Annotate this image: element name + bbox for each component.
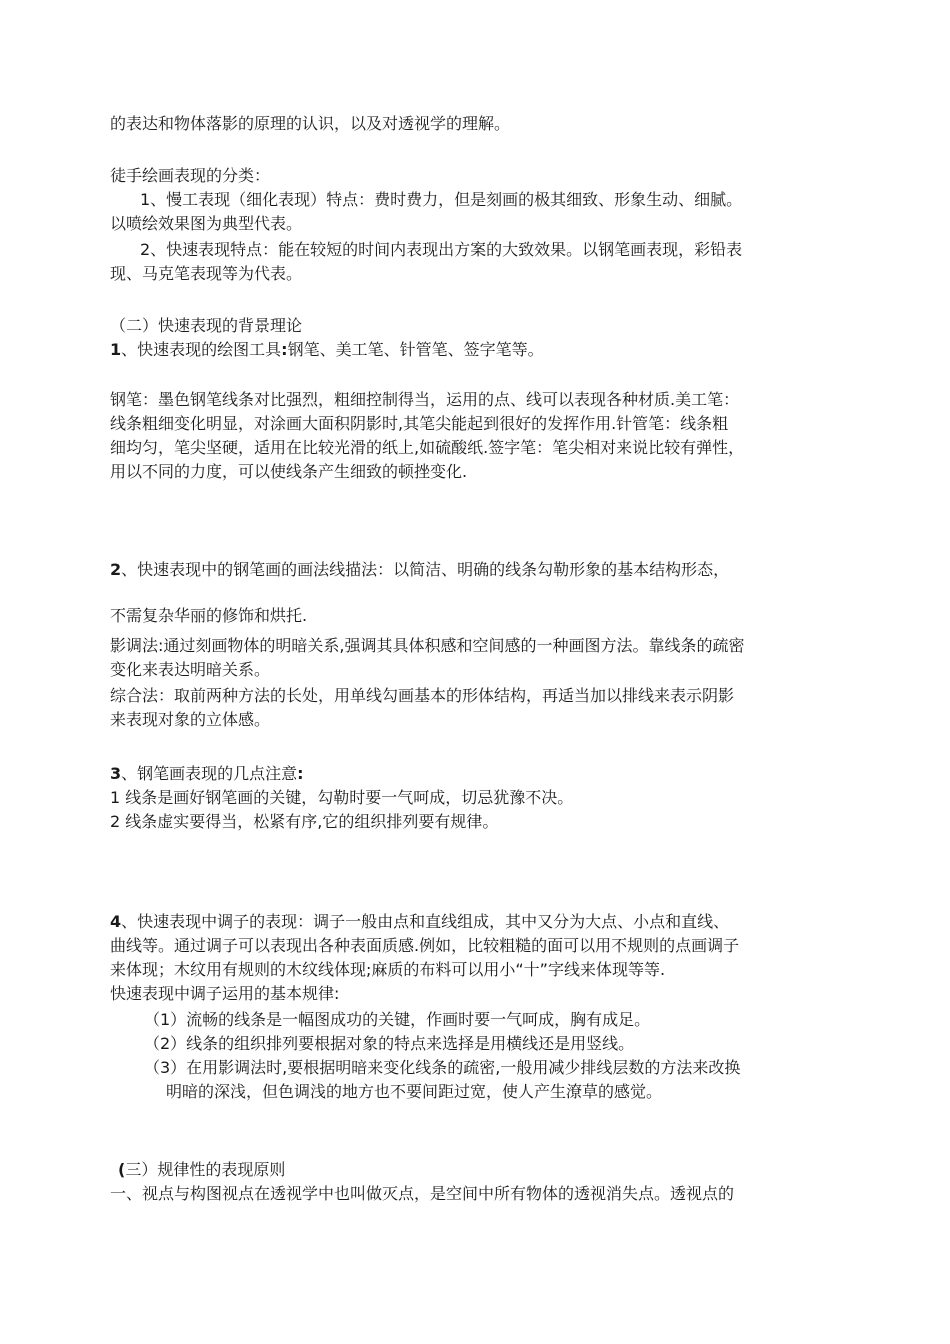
paragraph-line [110,112,855,136]
text-span: 不需复杂华丽的修饰和烘托. [110,606,308,625]
paragraph-line [110,958,855,982]
text-span: 来体现；木纹用有规则的木纹线体现;麻质的布料可以用小“十”字线来体现等等. [110,960,666,979]
heading-number: 2 [110,560,122,579]
text-span: 曲线等。通过调子可以表现出各种表面质感.例如，比较粗糙的面可以用不规则的点画调子 [110,936,740,955]
section-heading-2 [110,314,855,338]
heading-number: 3 [110,764,122,783]
list-item [144,1008,855,1032]
text-span: 细均匀，笔尖坚硬，适用在比较光滑的纸上,如硫酸纸.签字笔：笔尖相对来说比较有弹性， [110,438,745,457]
heading-number: 1 [110,340,122,359]
paragraph-line [110,460,855,484]
text-span: 钢笔、美工笔、针管笔、签字笔等。 [287,340,544,359]
text-span: 、快速表现中的钢笔画的画法线描法：以简洁、明确的线条勾勒形象的基本结构形态， [121,560,730,579]
text-span: 、钢笔画表现的几点注意 [121,764,298,783]
text-span: 明暗的深浅，但色调浅的地方也不要间距过宽，使人产生潦草的感觉。 [166,1082,663,1101]
text-span: 徒手绘画表现的分类： [110,166,271,185]
text-span: 、快速表现的绘图工具 [121,340,282,359]
list-item-slow [140,188,855,212]
list-item [144,1056,855,1080]
paragraph-line [110,1182,855,1206]
text-span: 钢笔：墨色钢笔线条对比强烈，粗细控制得当，运用的点、线可以表现各种材质.美工笔： [110,390,740,409]
text-span: 影调法:通过刻画物体的明暗关系,强调其具体积感和空间感的一种画图方法。靠线条的疏密 [110,636,745,655]
list-item [110,786,855,810]
text-span: （2）线条的组织排列要根据对象的特点来选择是用横线还是用竖线。 [144,1034,635,1053]
text-span: : [297,764,304,783]
paragraph-line [110,604,855,628]
text-span: 用以不同的力度，可以使线条产生细致的顿挫变化. [110,462,468,481]
paragraph-line [110,934,855,958]
text-span: 、快速表现中调子的表现：调子一般由点和直线组成，其中又分为大点、小点和直线、 [121,912,730,931]
text-span: 1 线条是画好钢笔画的关键，勾勒时要一气呵成，切忌犹豫不决。 [110,788,574,807]
section-heading-3 [118,1158,855,1182]
heading-classification [110,164,855,188]
list-item-fast [140,238,855,262]
text-span: 2 线条虚实要得当，松紧有序,它的组织排列要有规律。 [110,812,499,831]
paragraph-line [110,658,855,682]
text-span: 一、视点与构图视点在透视学中也叫做灭点，是空间中所有物体的透视消失点。透视点的 [110,1184,735,1203]
list-item [110,810,855,834]
paragraph-line [110,262,855,286]
heading-number: 4 [110,912,122,931]
text-span: 快速表现中调子运用的基本规律: [110,984,340,1003]
text-span: 2、快速表现特点：能在较短的时间内表现出方案的大致效果。以钢笔画表现，彩铅表 [140,240,743,259]
text-span: 的表达和物体落影的原理的认识，以及对透视学的理解。 [110,114,511,133]
text-span: （3）在用影调法时,要根据明暗来变化线条的疏密,一般用减少排线层数的方法来改换 [144,1058,741,1077]
paragraph-line [110,982,855,1006]
text-span: 线条粗细变化明显，对涂画大面积阴影时,其笔尖能起到很好的发挥作用.针管笔：线条粗 [110,414,729,433]
text-span: 来表现对象的立体感。 [110,710,271,729]
text-span: 现、马克笔表现等为代表。 [110,264,303,283]
text-span: 三）规律性的表现原则 [125,1160,286,1179]
paragraph-line [110,412,855,436]
subheading-tone [110,910,855,934]
text-span: : [281,340,288,359]
paragraph-line [110,634,855,658]
subheading-notes [110,762,855,786]
text-span: ( [118,1160,126,1179]
list-item-continuation [166,1080,855,1104]
text-span: 以喷绘效果图为典型代表。 [110,214,303,233]
text-span: 综合法：取前两种方法的长处，用单线勾画基本的形体结构，再适当加以排线来表示阴影 [110,686,735,705]
paragraph-line [110,708,855,732]
list-item [144,1032,855,1056]
paragraph-line [110,436,855,460]
paragraph-line [110,684,855,708]
text-span: （二）快速表现的背景理论 [110,316,303,335]
paragraph-line [110,388,855,412]
text-span: 1、慢工表现（细化表现）特点：费时费力，但是刻画的极其细致、形象生动、细腻。 [140,190,743,209]
subheading-tools [110,338,855,362]
text-span: （1）流畅的线条是一幅图成功的关键，作画时要一气呵成，胸有成足。 [144,1010,651,1029]
subheading-pen-drawing [110,558,855,582]
paragraph-line [110,212,855,236]
text-span: 变化来表达明暗关系。 [110,660,271,679]
